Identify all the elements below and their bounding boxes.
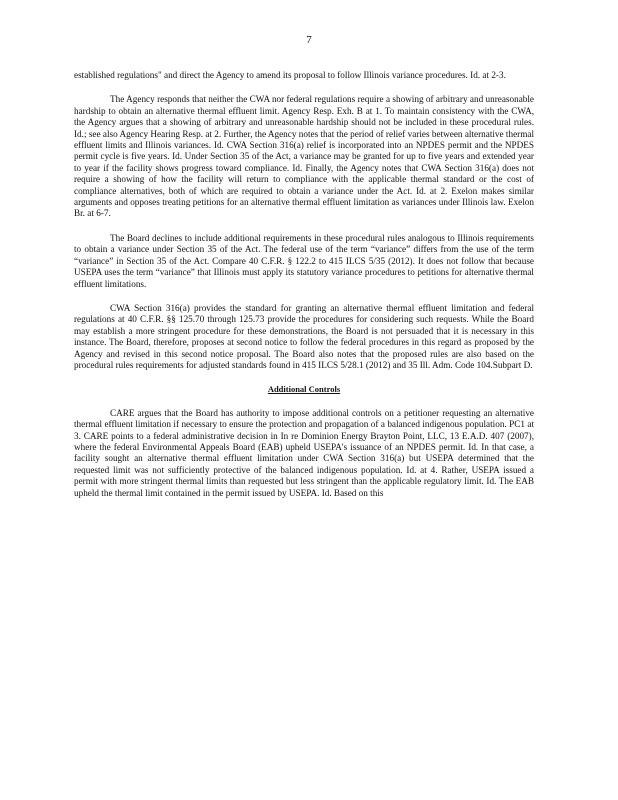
section-heading: Additional Controls: [267, 384, 341, 395]
paragraph-3: The Board declines to include additional requirements in these procedural rules analogous to Illinois requirements to obtain a variance under Section 35 of the Act. The federal use of the term “variance” differs from the use of the term “variance” in Section 35 of the Act. Compare 40 C.F.R. § 122.2 to 415 ILCS 5/35 (2012). It does not follow that because USEPA uses the term “variance” that Illinois must apply its statutory variance procedures to petitions for alternative thermal effluent limitations.: [74, 232, 534, 289]
paragraph-1: established regulations" and direct the Agency to amend its proposal to follow Illinois variance procedures. Id. at 2-3.: [74, 70, 506, 80]
paragraph-5: CARE argues that the Board has authority to impose additional controls on a petitioner requesting an alternative thermal effluent limitation if necessary to ensure the protection and propagation of a balanced indigenous population. PC1 at 3. CARE points to a federal administrative decision in In re Dominion Energy Brayton Point, LLC, 13 E.A.D. 407 (2007), where the federal Environmental Appeals Board (EAB) upheld USEPA's issuance of an NPDES permit. Id. In that case, a facility sought an alternative thermal effluent limitation under CWA Section 316(a) but USEPA determined that the requested limit was not sufficiently protective of the balanced indigenous population. Id. at 4. Rather, USEPA issued a permit with more stringent thermal limits than requested but less stringent than the applicable regulatory limit. Id. The EAB upheld the thermal limit contained in the permit issued by USEPA. Id. Based on this: [74, 407, 534, 498]
paragraph-4: CWA Section 316(a) provides the standard for granting an alternative thermal effluent limitation and federal regulations at 40 C.F.R. §§ 125.70 through 125.73 provide the procedures for considering such requests. While the Board may establish a more stringent procedure for these demonstrations, the Board is not persuaded that it is necessary in this instance. The Board, therefore, proposes at second notice to follow the federal procedures in this regard as proposed by the Agency and revised in this second notice proposal. The Board also notes that the proposed rules are also based on the procedural rules requirements for adjusted standards found in 415 ILCS 5/28.1 (2012) and 35 Ill. Adm. Code 104.Subpart D.: [74, 302, 534, 370]
page-number: 7: [306, 34, 312, 46]
body-text: [74, 70, 534, 512]
paragraph-2: The Agency responds that neither the CWA nor federal regulations require a showing of arbitrary and unreasonable hardship to obtain an alternative thermal effluent limit. Agency Resp. Exh. B at 1. To maintain consistency with the CWA, the Agency argues that a showing of arbitrary and unreasonable hardship should not be included in these procedural rules. Id.; see also Agency Hearing Resp. at 2. Further, the Agency notes that the period of relief varies between alternative thermal effluent limits and Illinois variances. Id. CWA Section 316(a) relief is incorporated into an NPDES permit and the NPDES permit cycle is five years. Id. Under Section 35 of the Act, a variance may be granted for up to five years and extended year to year if the facility shows progress toward compliance. Id. Finally, the Agency notes that CWA Section 316(a) does not require a showing of how the facility will return to compliance with the applicable thermal standard or the cost of compliance alternatives, both of which are required to obtain a variance under the Act. Id. at 2. Exelon makes similar arguments and opposes treating petitions for an alternative thermal effluent limitation as variances under Illinois law. Exelon Br. at 6-7.: [74, 94, 534, 219]
